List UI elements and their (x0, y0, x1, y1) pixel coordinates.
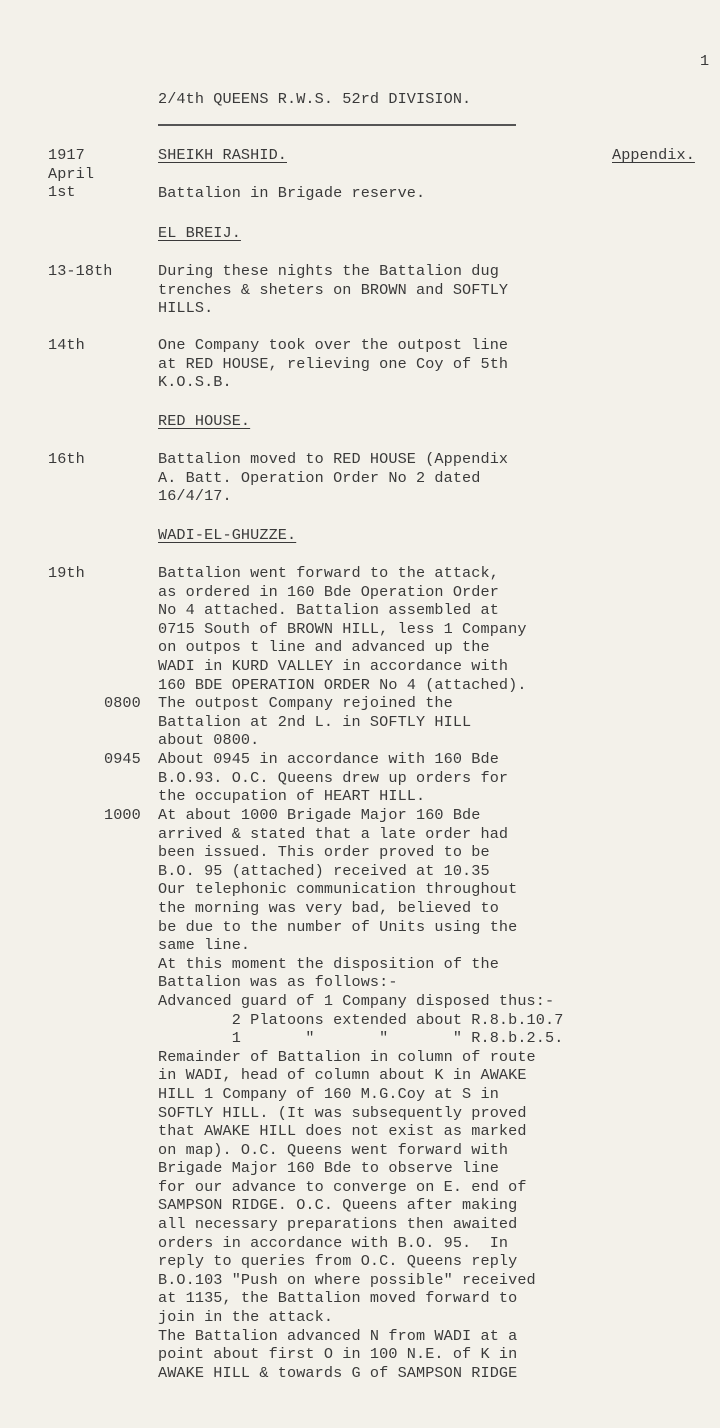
entry-text-april-1st: Battalion in Brigade reserve. (158, 184, 426, 202)
heading-wadi-el-ghuzze: WADI-EL-GHUZZE. (158, 526, 297, 544)
time-1000: 1000 (104, 806, 141, 824)
heading-el-breij: EL BREIJ. (158, 224, 241, 242)
entry-text-0945: About 0945 in accordance with 160 Bde B.O.93. O.C. Queens drew up orders for the occupation of HEART HILL. (158, 750, 509, 806)
entry-date-16th: 16th (48, 450, 85, 468)
entry-text-13-18th: During these nights the Battalion dug trenches & sheters on BROWN and SOFTLY HILLS. (158, 262, 509, 318)
entry-text-19th-intro: Battalion went forward to the attack, as ordered in 160 Bde Operation Order No 4 attached. Battalion assembled at 0715 South of BROWN HILL, less 1 Company on outpos t line and advanced up the WADI in KURD VALLEY in accordance with 160 BDE OPERATION ORDER No 4 (attached). (158, 564, 527, 694)
heading-sheikh-rashid: SHEIKH RASHID. (158, 146, 287, 164)
entry-text-14th: One Company took over the outpost line at RED HOUSE, relieving one Coy of 5th K.O.S.B. (158, 336, 509, 392)
heading-red-house: RED HOUSE. (158, 412, 251, 430)
entry-date-april-1st: 1917 April 1st (48, 146, 95, 202)
entry-date-19th: 19th (48, 564, 85, 582)
time-0800: 0800 (104, 694, 141, 712)
document-title: 2/4th QUEENS R.W.S. 52rd DIVISION. (158, 90, 472, 108)
title-rule (158, 124, 516, 126)
entry-text-0800: The outpost Company rejoined the Battalion at 2nd L. in SOFTLY HILL about 0800. (158, 694, 472, 750)
appendix-label: Appendix. (612, 146, 695, 164)
entry-text-16th: Battalion moved to RED HOUSE (Appendix A. Batt. Operation Order No 2 dated 16/4/17. (158, 450, 509, 506)
entry-text-1000: At about 1000 Brigade Major 160 Bde arrived & stated that a late order had been issued. This order proved to be B.O. 95 (attached) received at 10.35 Our telephonic communication throughout the morning was very bad, believed to be due to the number of Units using the same line. At this moment the disposition of the Battalion was as follows:- Advanced guard of 1 Company disposed thus:- 2 Platoons extended about R.8.b.10.7 1 " " " R.8.b.2.5. Remainder of Battalion in column of route in WADI, head of column about K in AWAKE HILL 1 Company of 160 M.G.Coy at S in SOFTLY HILL. (It was subsequently proved that AWAKE HILL does not exist as marked on map). O.C. Queens went forward with Brigade Major 160 Bde to observe line for our advance to converge on E. end of SAMPSON RIDGE. O.C. Queens after making all necessary preparations then awaited orders in accordance with B.O. 95. In reply to queries from O.C. Queens reply B.O.103 "Push on where possible" received at 1135, the Battalion moved forward to join in the attack. The Battalion advanced N from WADI at a point about first O in 100 N.E. of K in AWAKE HILL & towards G of SAMPSON RIDGE (158, 806, 564, 1382)
time-0945: 0945 (104, 750, 141, 768)
page-number: 1 (700, 52, 710, 70)
entry-date-14th: 14th (48, 336, 85, 354)
entry-date-13-18th: 13-18th (48, 262, 113, 280)
